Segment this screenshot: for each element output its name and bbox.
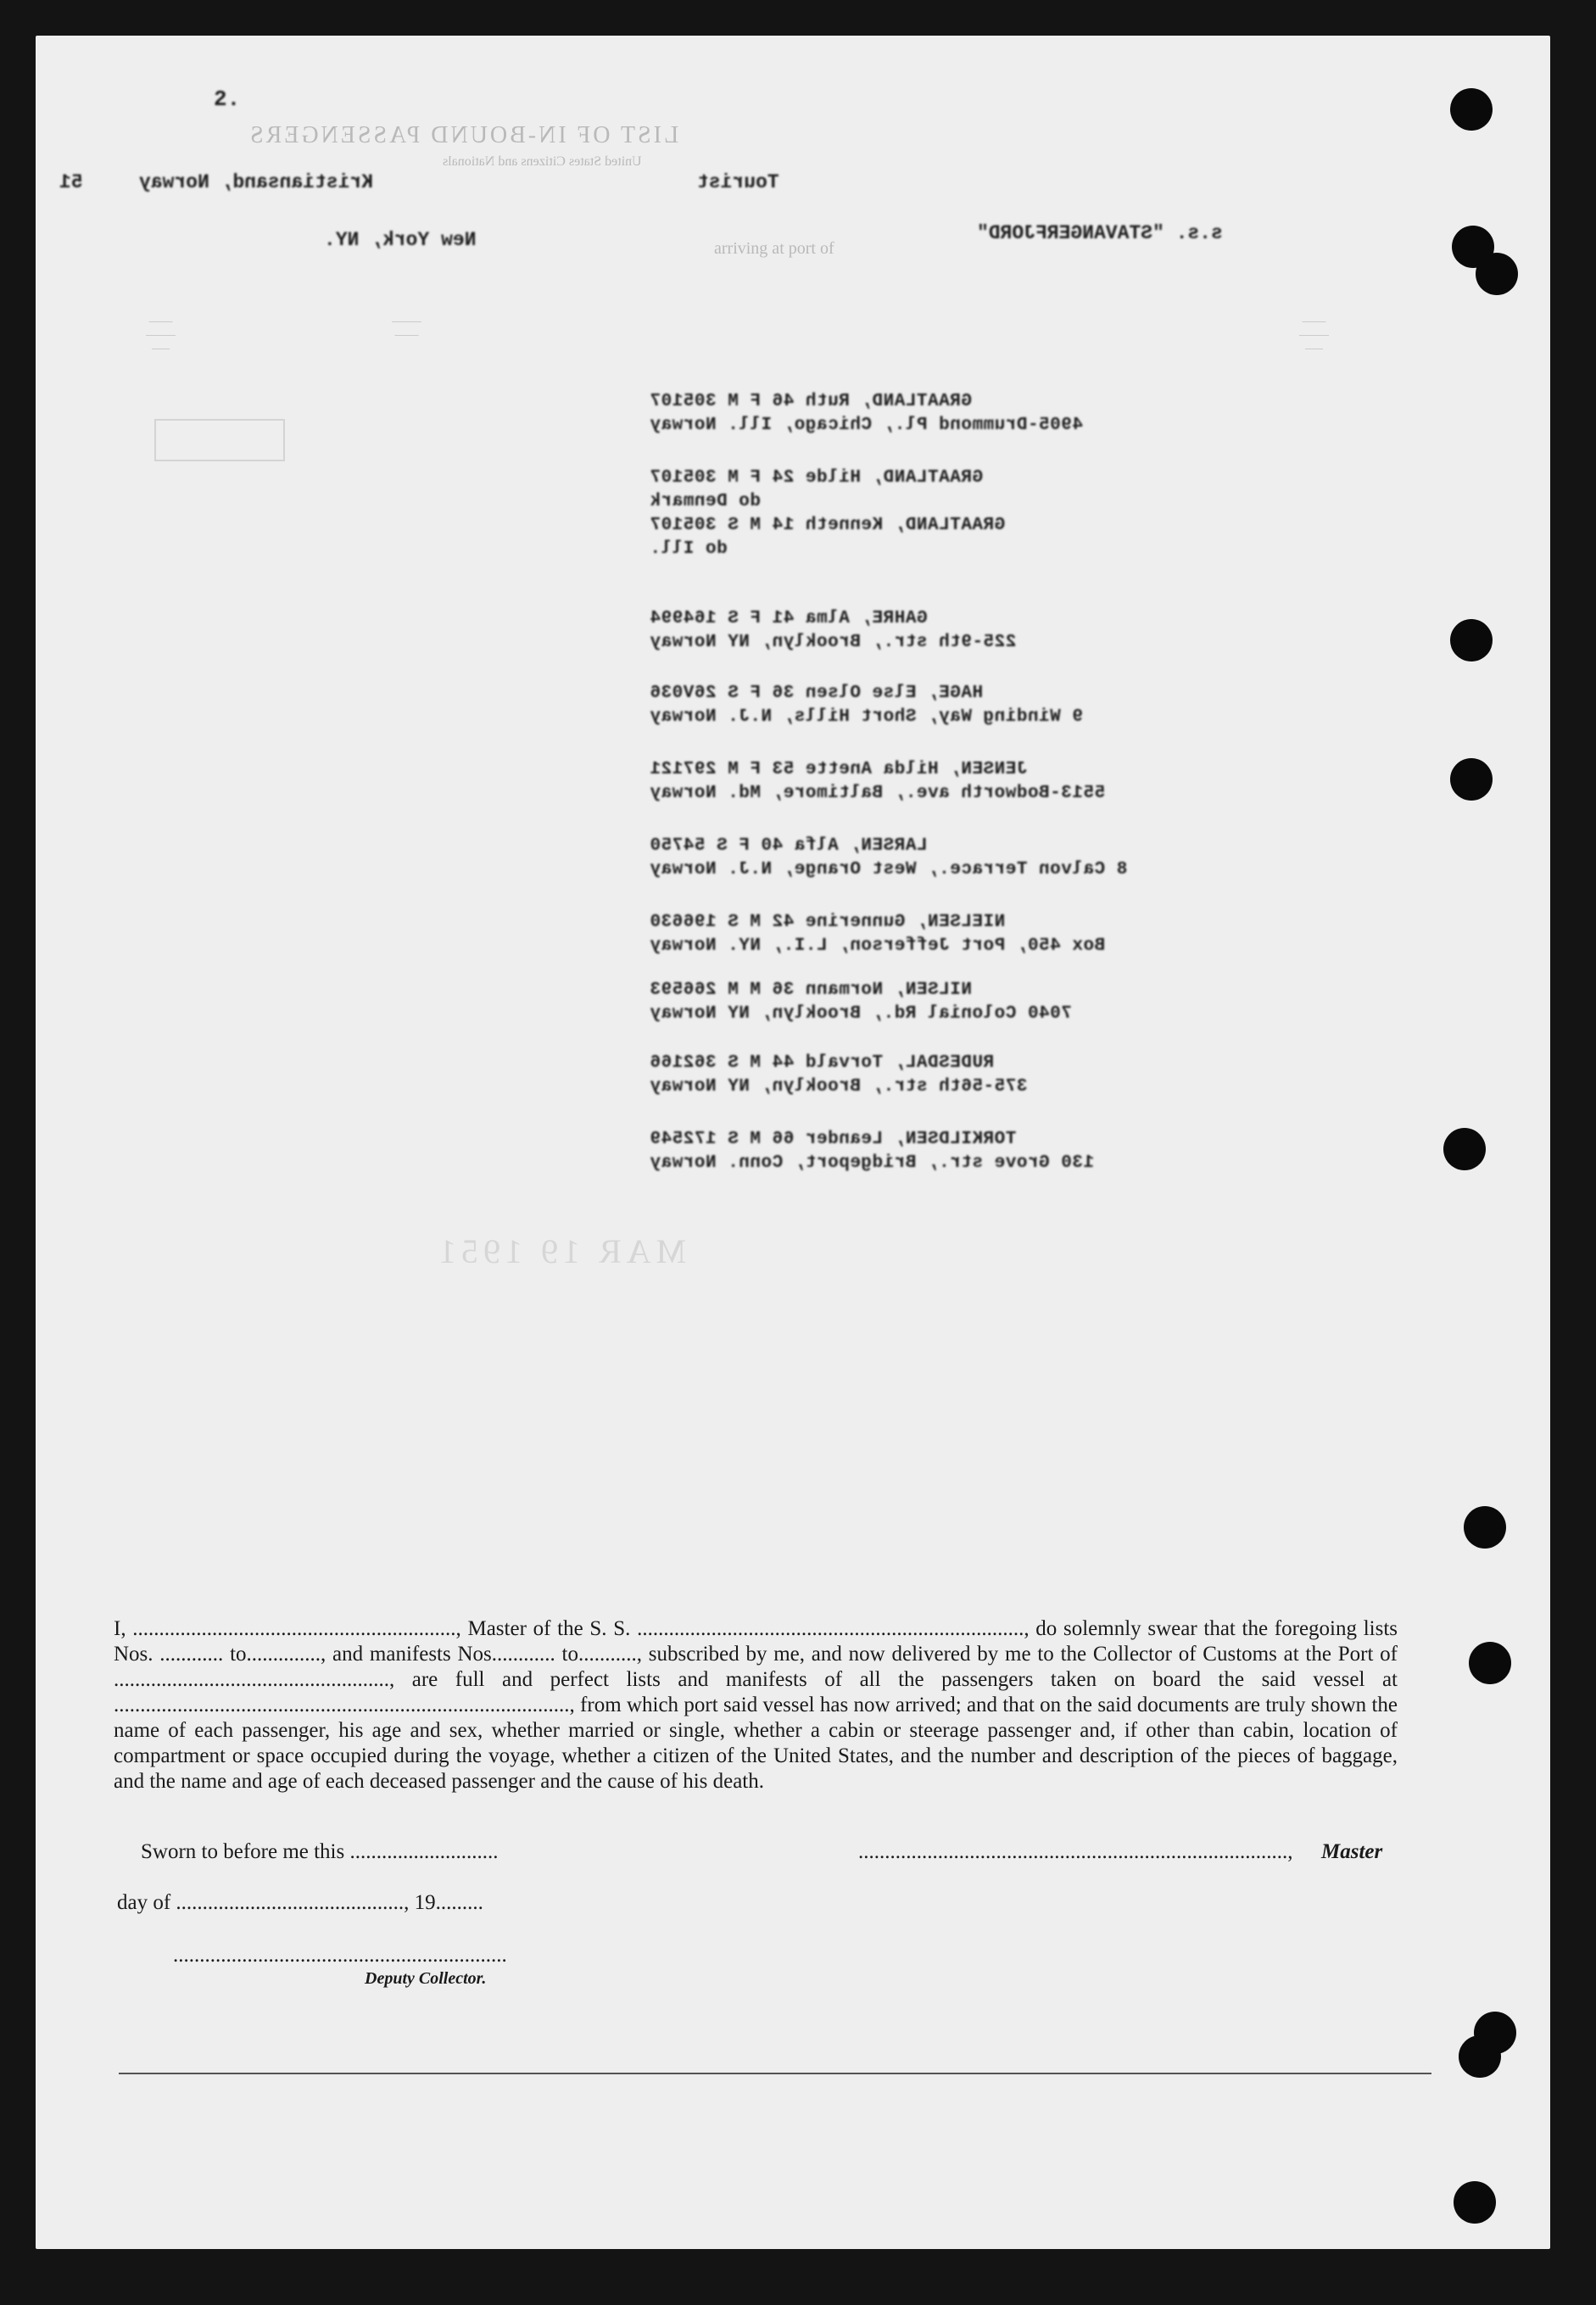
punch-hole	[1459, 2035, 1501, 2078]
passenger-line: 225-9th str., Brooklyn, NY Norway	[650, 633, 1017, 652]
passenger-line: GRAATLAND, Ruth 46 F M 305107	[650, 392, 972, 411]
passenger-line: 8 Calvon Terrace., West Orange, N.J. Norway	[650, 860, 1128, 879]
punch-hole	[1464, 1506, 1506, 1549]
passenger-line: 130 Grove str., Bridgeport, Conn. Norway	[650, 1153, 1095, 1173]
passenger-line: do Ill.	[650, 539, 728, 559]
passenger-line: NILSEN, Normann 36 M M 266593	[650, 980, 972, 1000]
passenger-line: do Denmark	[650, 492, 762, 511]
faint-column-heading: ⎯⎯⎯⎯ ⎯⎯⎯⎯⎯ ⎯⎯⎯	[146, 315, 176, 355]
passenger-line: 4905-Drummond Pl., Chicago, Ill. Norway	[650, 416, 1083, 435]
collector-signature-line: ...............................................................	[173, 1944, 507, 1967]
faint-arriving: arriving at port of	[714, 239, 834, 258]
page-mark: 2.	[214, 87, 241, 112]
punch-hole	[1450, 88, 1493, 131]
faint-subtitle: United States Citizens and Nationals	[443, 154, 642, 169]
faint-title: LIST OF IN-BOUND PASSENGERS	[248, 122, 679, 148]
passenger-line: 7040 Colonial Rd., Brooklyn, NY Norway	[650, 1004, 1072, 1024]
passenger-line: 375-56th str., Brooklyn, NY Norway	[650, 1077, 1028, 1097]
date-stamp: MAR 19 1951	[434, 1232, 687, 1270]
master-label: Master	[1321, 1840, 1383, 1863]
passenger-line: GRAATLAND, Kenneth 14 M S 305107	[650, 516, 1006, 535]
passenger-line: Box 450, Port Jefferson, L.I., NY. Norway	[650, 936, 1106, 956]
faint-column-heading: ⎯⎯⎯⎯⎯ ⎯⎯⎯⎯	[392, 315, 421, 342]
arrival-port: New York, NY.	[324, 229, 477, 251]
punch-hole	[1469, 1642, 1511, 1684]
passenger-line: TORKILDSEN, Leander 66 M S 172549	[650, 1130, 1017, 1149]
faint-box	[154, 419, 285, 461]
punch-hole	[1450, 758, 1493, 801]
punch-hole	[1443, 1128, 1486, 1170]
passenger-line: 5513-Bodworth ave., Baltimore, Md. Norway	[650, 784, 1106, 803]
sworn-line: Sworn to before me this ............................	[141, 1840, 499, 1863]
passenger-line: HAGE, Else Olsen 36 F S 26V036	[650, 684, 984, 703]
ship-name: s.s. "STAVANGERFJORD"	[977, 222, 1223, 244]
faint-column-heading: ⎯⎯⎯⎯ ⎯⎯⎯⎯⎯ ⎯⎯⎯	[1299, 315, 1329, 355]
punch-hole	[1454, 2181, 1496, 2224]
year-mark: 51	[59, 171, 83, 193]
manifest-sheet	[36, 36, 1550, 2249]
master-oath: I, ............................................................., Master of the S. S. ........................................................................., do solemnly swear that the foregoing lists Nos. ............ to.............., and manifests Nos............ to..........., subscribed by me, and now delivered by me to the Collector of Customs at the Port of ...................................................., are full and perfect lists and manifests of all the passengers taken on board the said vessel at ......................................................................................, from which port said vessel has now arrived; and that on the said documents are truly shown the name of each passenger, his age and sex, whether married or single, whether a cabin or steerage passenger and, if other than cabin, location of compartment or space occupied during the voyage, whether a citizen of the United States, and the number and description of the pieces of baggage, and the name and age of each deceased passenger and the cause of his death.	[114, 1617, 1398, 1793]
passenger-line: LARSEN, Alfa 40 F S 54750	[650, 836, 928, 856]
passenger-line: GAHRE, Alma 41 F S 164994	[650, 609, 928, 628]
day-of-line: day of ..........................................., 19.........	[117, 1891, 483, 1914]
passenger-class: Tourist	[697, 171, 779, 193]
master-signature-line: .................................................................................,	[858, 1840, 1293, 1863]
passenger-line: 9 Winding Way, Short Hills, N.J. Norway	[650, 707, 1083, 727]
passenger-line: RUDESDAL, Torvald 44 M S 362166	[650, 1053, 995, 1073]
punch-hole	[1450, 619, 1493, 661]
bottom-rule	[119, 2073, 1431, 2074]
collector-label: Deputy Collector.	[365, 1969, 487, 1988]
passenger-line: NIELSEN, Gunnerine 42 M S 196630	[650, 913, 1006, 932]
passenger-line: GRAATLAND, Hilde 24 F M 305107	[650, 468, 984, 488]
departure-port: Kristiansand, Norway	[139, 171, 374, 193]
passenger-line: JENSEN, Hilda Anette 53 F M 297121	[650, 760, 1028, 779]
punch-hole	[1476, 253, 1518, 295]
